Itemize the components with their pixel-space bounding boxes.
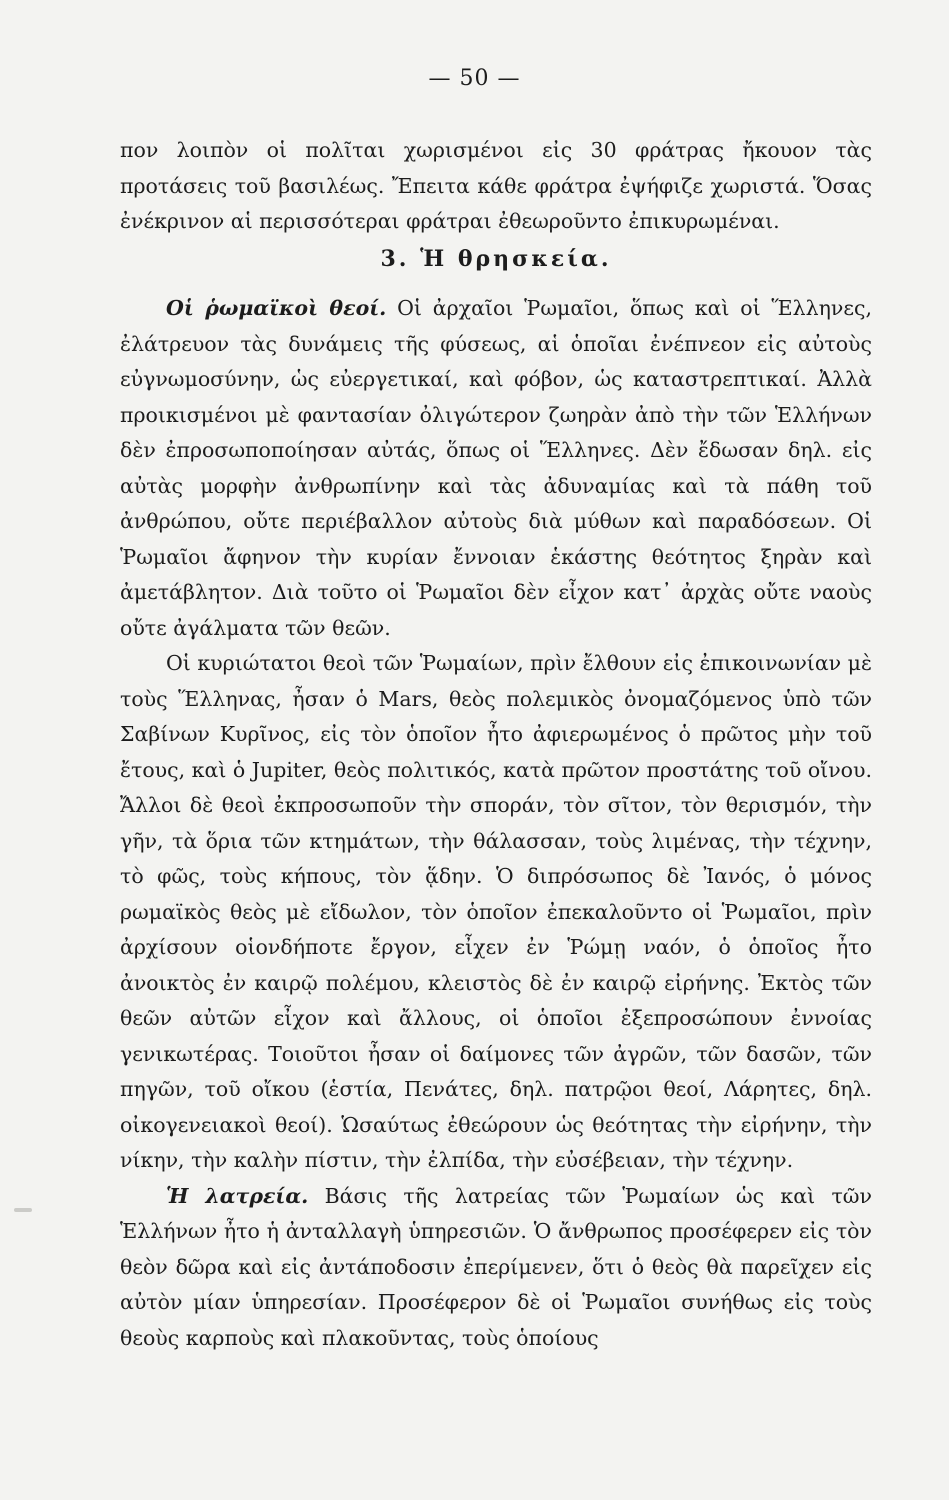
paragraph-main-gods: Οἱ κυριώτατοι θεοὶ τῶν Ῥωμαίων, πρὶν ἔλθουν εἰς ἐπικοινωνίαν μὲ τοὺς Ἕλληνας, ἦσαν ὁ Mars, θεὸς πολεμικὸς ὀνομαζόμενος ὑπὸ τῶν Σαβίνων Κυρῖνος, εἰς τὸν ὁποῖον ἦτο ἀφιερωμένος ὁ πρῶτος μὴν τοῦ ἔτους, καὶ ὁ Jupiter, θεὸς πολιτικός, κατὰ πρῶτον προστάτης τοῦ οἴνου. Ἄλλοι δὲ θεοὶ ἐκπροσωποῦν τὴν σποράν, τὸν σῖτον, τὸν θερισμόν, τὴν γῆν, τὰ ὅρια τῶν κτημάτων, τὴν θάλασσαν, τοὺς λιμένας, τὴν τέχνην, τὸ φῶς, τοὺς κήπους, τὸν ᾅδην. Ὁ διπρόσωπος δὲ Ἰανός, ὁ μόνος ρωμαϊκὸς θεὸς μὲ εἴδωλον, τὸν ὁποῖον ἐπεκαλοῦντο οἱ Ῥωμαῖοι, πρὶν ἀρχίσουν οἱονδήποτε ἔργον, εἶχεν ἐν Ῥώμῃ ναόν, ὁ ὁποῖος ἦτο ἀνοικτὸς ἐν καιρῷ πολέμου, κλειστὸς δὲ ἐν καιρῷ εἰρήνης. Ἐκτὸς τῶν θεῶν αὐτῶν εἶχον καὶ ἄλλους, οἱ ὁποῖοι ἐξεπροσώπουν ἐννοίας γενικωτέρας. Τοιοῦτοι ἦσαν οἱ δαίμονες τῶν ἀγρῶν, τῶν δασῶν, τῶν πηγῶν, τοῦ οἴκου (ἑστία, Πενάτες, δηλ. πατρῷοι θεοί, Λάρητες, δηλ. οἰκογενειακοὶ θεοί). Ὡσαύτως ἐθεώρουν ὡς θεότητας τὴν εἰρήνην, τὴν νίκην, τὴν καλὴν πίστιν, τὴν ἐλπίδα, τὴν εὐσέβειαν, τὴν τέχνην.: [120, 651, 872, 1172]
section-title: 3. Ἡ θρησκεία.: [380, 245, 612, 272]
paragraph-roman-gods: [120, 291, 872, 646]
scan-smudge: [14, 1208, 32, 1212]
paragraph-continuation: πον λοιπὸν οἱ πολῖται χωρισμένοι εἰς 30 φράτρας ἤκουον τὰς προτάσεις τοῦ βασιλέως. Ἔπειτα κάθε φράτρα ἐψήφιζε χωριστά. Ὅσας ἐνέκρινον αἱ περισσότεραι φράτραι ἐθεωροῦντο ἐπικυρωμέναι.: [120, 138, 872, 233]
paragraph-roman-gods-text: Οἱ ἀρχαῖοι Ῥωμαῖοι, ὅπως καὶ οἱ Ἕλληνες, ἐλάτρευον τὰς δυνάμεις τῆς φύσεως, αἱ ὁποῖαι ἐνέπνεον εἰς αὐτοὺς εὐγνωμοσύνην, ὡς εὐεργετικαί, καὶ φόβον, ὡς καταστρεπτικαί. Ἀλλὰ προικισμένοι μὲ φαντασίαν ὀλιγώτερον ζωηρὰν ἀπὸ τὴν τῶν Ἑλλήνων δὲν ἐπροσωποποίησαν αὐτάς, ὅπως οἱ Ἕλληνες. Δὲν ἔδωσαν δηλ. εἰς αὐτὰς μορφὴν ἀνθρωπίνην καὶ τὰς ἀδυναμίας καὶ τὰ πάθη τοῦ ἀνθρώπου, οὔτε περιέβαλλον αὐτοὺς διὰ μύθων καὶ παραδόσεων. Οἱ Ῥωμαῖοι ἄφηνον τὴν κυρίαν ἔννοιαν ἑκάστης θεότητος ξηρὰν καὶ ἀμετάβλητον. Διὰ τοῦτο οἱ Ῥωμαῖοι δὲν εἶχον κατ᾽ ἀρχὰς οὔτε ναοὺς οὔτε ἀγάλματα τῶν θεῶν.: [120, 296, 872, 640]
inline-heading-worship: Ἡ λατρεία.: [166, 1183, 309, 1208]
inline-heading-roman-gods: Οἱ ῥωμαϊκοὶ θεοί.: [166, 296, 387, 320]
paragraph-worship: [120, 1179, 872, 1357]
page-number: — 50 —: [428, 66, 521, 91]
page-text-body: [120, 133, 872, 1356]
paragraph-worship-text: Βάσις τῆς λατρείας τῶν Ῥωμαίων ὡς καὶ τῶν Ἑλλήνων ἦτο ἡ ἀνταλλαγὴ ὑπηρεσιῶν. Ὁ ἄνθρωπος προσέφερεν εἰς τὸν θεὸν δῶρα καὶ εἰς ἀντάποδοσιν ἐπερίμενεν, ὅτι ὁ θεὸς θὰ παρεῖχεν εἰς αὐτὸν μίαν ὑπηρεσίαν. Προσέφερον δὲ οἱ Ῥωμαῖοι συνήθως εἰς τοὺς θεοὺς καρποὺς καὶ πλακοῦντας, τοὺς ὁποίους: [120, 1183, 872, 1350]
